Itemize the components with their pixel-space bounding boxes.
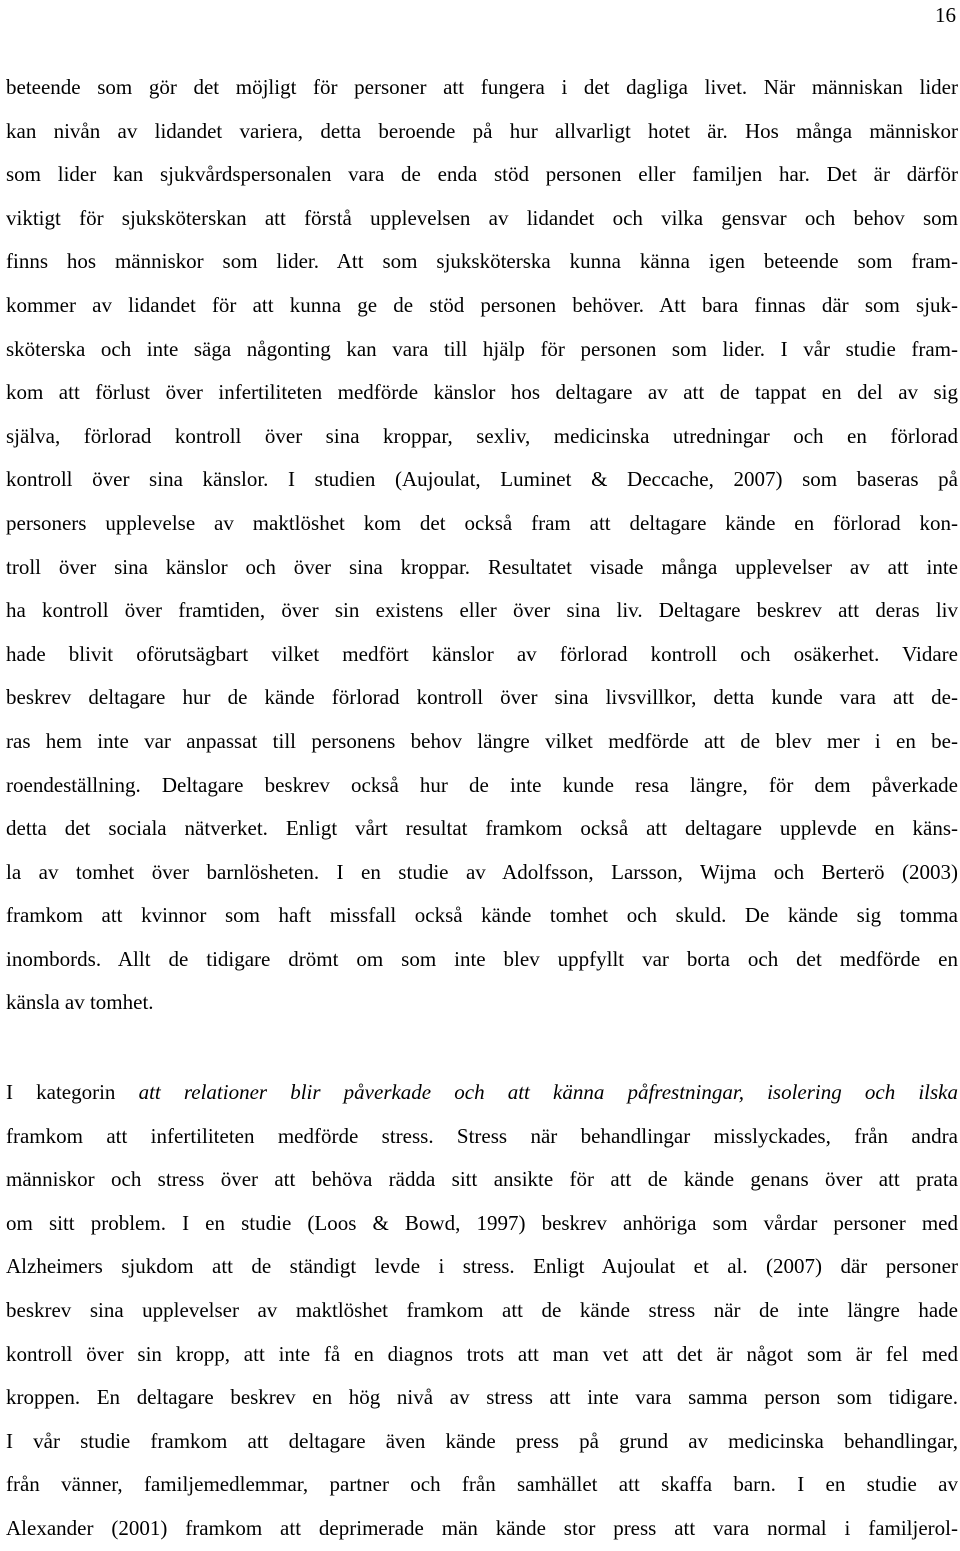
text-line: framkom att infertiliteten medförde stress. Stress när behandlingar misslyckades, från andra	[6, 1123, 958, 1148]
text-line: beteende som gör det möjligt för personer att fungera i det dagliga livet. När människan lider	[6, 75, 958, 99]
text-line: personers upplevelse av maktlöshet kom det också fram att deltagare kände en förlorad kon-	[6, 510, 958, 535]
first-line-prefix: I kategorin	[6, 1080, 139, 1104]
text-line: detta det sociala nätverket. Enligt vårt resultat framkom också att deltagare upplevde en käns-	[6, 816, 958, 841]
text-line: människor och stress över att behöva rädda sitt ansikte för att de kände genans över att prata	[6, 1167, 958, 1192]
body-paragraph-2	[6, 1071, 958, 1551]
text-line: som lider kan sjukvårdspersonalen vara de enda stöd personen eller familjen har. Det är därför	[6, 162, 958, 187]
text-line: känsla av tomhet.	[6, 990, 154, 1015]
text-line: I vår studie framkom att deltagare även kände press på grund av medicinska behandlingar,	[6, 1428, 958, 1453]
paragraph-first-line	[6, 1071, 958, 1115]
text-line: inombords. Allt de tidigare drömt om som inte blev uppfyllt var borta och det medförde en	[6, 946, 958, 971]
text-line: kom att förlust över infertiliteten medförde känslor hos deltagare av att de tappat en del av sig	[6, 380, 958, 405]
text-line: finns hos människor som lider. Att som sjuksköterska kunna känna igen beteende som fram-	[6, 249, 958, 274]
page-number: 16	[935, 3, 956, 27]
text-line: Alzheimers sjukdom att de ständigt levde i stress. Enligt Aujoulat et al. (2007) där personer	[6, 1254, 958, 1279]
category-title: att relationer blir påverkade och att känna påfrestningar, isolering och ilska	[138, 1080, 959, 1104]
text-line: viktigt för sjuksköterskan att förstå upplevelsen av lidandet och vilka gensvar och behov som	[6, 205, 958, 230]
text-line: sköterska och inte säga någonting kan vara till hjälp för personen som lider. I vår studie fram-	[6, 336, 958, 361]
text-line: själva, förlorad kontroll över sina kroppar, sexliv, medicinska utredningar och en förlorad	[6, 423, 958, 448]
text-line: beskrev deltagare hur de kände förlorad kontroll över sina livsvillkor, detta kunde vara att de-	[6, 685, 958, 710]
text-line: kontroll över sina känslor. I studien (Aujoulat, Luminet & Deccache, 2007) som baseras på	[6, 467, 958, 492]
text-line: ras hem inte var anpassat till personens behov längre vilket medförde att de blev mer i en be-	[6, 728, 958, 753]
text-line: Alexander (2001) framkom att deprimerade män kände stor press att vara normal i familjerol-	[6, 1515, 958, 1540]
text-line: framkom att kvinnor som haft missfall också kände tomhet och skuld. De kände sig tomma	[6, 903, 958, 928]
text-line: kroppen. En deltagare beskrev en hög nivå av stress att inte vara samma person som tidigare.	[6, 1385, 958, 1410]
text-line: beskrev sina upplevelser av maktlöshet framkom att de kände stress när de inte längre hade	[6, 1297, 958, 1322]
text-line: om sitt problem. I en studie (Loos & Bowd, 1997) beskrev anhöriga som vårdar personer med	[6, 1210, 958, 1235]
text-line: ha kontroll över framtiden, över sin existens eller över sina liv. Deltagare beskrev att deras liv	[6, 598, 958, 623]
body-paragraph-1	[6, 66, 958, 1025]
text-line: från vänner, familjemedlemmar, partner och från samhället att skaffa barn. I en studie av	[6, 1472, 958, 1497]
text-line: la av tomhet över barnlösheten. I en studie av Adolfsson, Larsson, Wijma och Berterö (2003)	[6, 859, 958, 884]
text-line: kontroll över sin kropp, att inte få en diagnos trots att man vet att det är något som är fel med	[6, 1341, 958, 1366]
text-line: kommer av lidandet för att kunna ge de stöd personen behöver. Att bara finnas där som sjuk-	[6, 292, 958, 317]
text-line: troll över sina känslor och över sina kroppar. Resultatet visade många upplevelser av att inte	[6, 554, 958, 579]
text-line: hade blivit oförutsägbart vilket medfört känslor av förlorad kontroll och osäkerhet. Vidare	[6, 641, 958, 666]
text-line: kan nivån av lidandet variera, detta beroende på hur allvarligt hotet är. Hos många människor	[6, 118, 958, 143]
text-line: roendeställning. Deltagare beskrev också hur de inte kunde resa längre, för dem påverkade	[6, 772, 958, 797]
